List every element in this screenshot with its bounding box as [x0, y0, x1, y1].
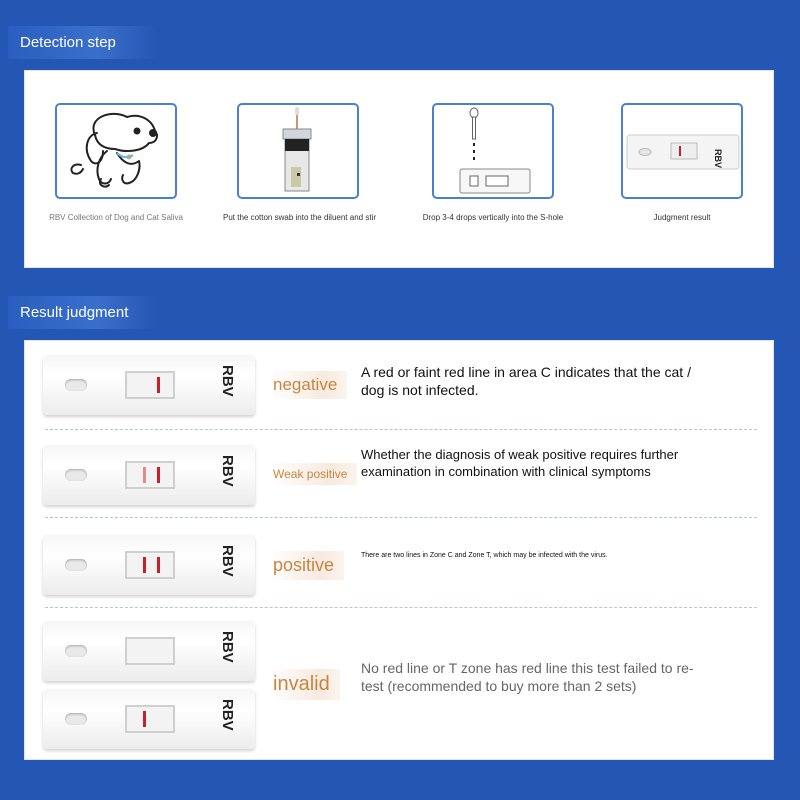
test-line-faint [143, 467, 146, 483]
result-window [125, 551, 175, 579]
result-window [125, 637, 175, 665]
result-desc-invalid: No red line or T zone has red line this test failed to re-test (recommended to buy more than 2 sets) [361, 660, 694, 695]
sample-well [65, 379, 87, 391]
control-line [157, 377, 160, 393]
test-strip-weak-positive [43, 445, 255, 505]
strip-brand: RBV [219, 699, 236, 731]
strip-brand: RBV [219, 455, 236, 487]
step-caption: RBV Collection of Dog and Cat Saliva [49, 213, 183, 222]
step-judgment-result [607, 103, 757, 222]
test-line [143, 557, 146, 573]
step-image-frame [55, 103, 177, 199]
detection-steps-panel [24, 70, 774, 268]
step-image-frame [432, 103, 554, 199]
test-strip-positive [43, 535, 255, 595]
test-line [143, 711, 146, 727]
detection-step-header: Detection step [8, 26, 158, 59]
step-drop-sample [418, 103, 568, 222]
row-divider [45, 607, 757, 608]
result-label-invalid: invalid [269, 669, 340, 700]
result-label-positive: positive [269, 551, 344, 580]
test-strip-invalid-blank [43, 621, 255, 681]
strip-brand: RBV [219, 631, 236, 663]
sample-well [65, 713, 87, 725]
result-window [125, 705, 175, 733]
strip-brand-text: RBV [713, 149, 723, 169]
row-divider [45, 429, 757, 430]
row-divider [45, 517, 757, 518]
control-line [157, 467, 160, 483]
strip-brand: RBV [219, 365, 236, 397]
result-window [125, 461, 175, 489]
step-caption: Drop 3-4 drops vertically into the S-hole [422, 213, 564, 222]
step-caption: Put the cotton swab into the diluent and stir [223, 213, 376, 222]
step-stir-diluent [223, 103, 376, 222]
result-desc-positive: There are two lines in Zone C and Zone T, which may be infected with the virus. [361, 552, 608, 559]
result-window [125, 371, 175, 399]
result-judgment-header: Result judgment [8, 296, 158, 329]
test-strip-icon [623, 105, 741, 197]
result-judgment-panel [24, 340, 774, 760]
sample-well [65, 469, 87, 481]
result-label-weak-positive: Weak positive [269, 463, 357, 485]
step-image-frame [621, 103, 743, 199]
strip-brand: RBV [219, 545, 236, 577]
result-label-negative: negative [269, 371, 347, 399]
dog-illustration-icon [57, 105, 175, 197]
test-strip-invalid-t-only [43, 689, 255, 749]
sample-well [65, 645, 87, 657]
step-image-frame [237, 103, 359, 199]
result-desc-negative: A red or faint red line in area C indicates that the cat / dog is not infected. [361, 364, 691, 399]
step-collect-saliva [41, 103, 191, 222]
test-strip-negative [43, 355, 255, 415]
sample-well [65, 559, 87, 571]
control-line [157, 557, 160, 573]
step-caption: Judgment result [653, 213, 711, 222]
result-desc-weak-positive: Whether the diagnosis of weak positive requires further examination in combination with clinical symptoms [361, 447, 679, 479]
diluent-tube-icon [239, 105, 357, 197]
dropper-icon [434, 105, 552, 197]
